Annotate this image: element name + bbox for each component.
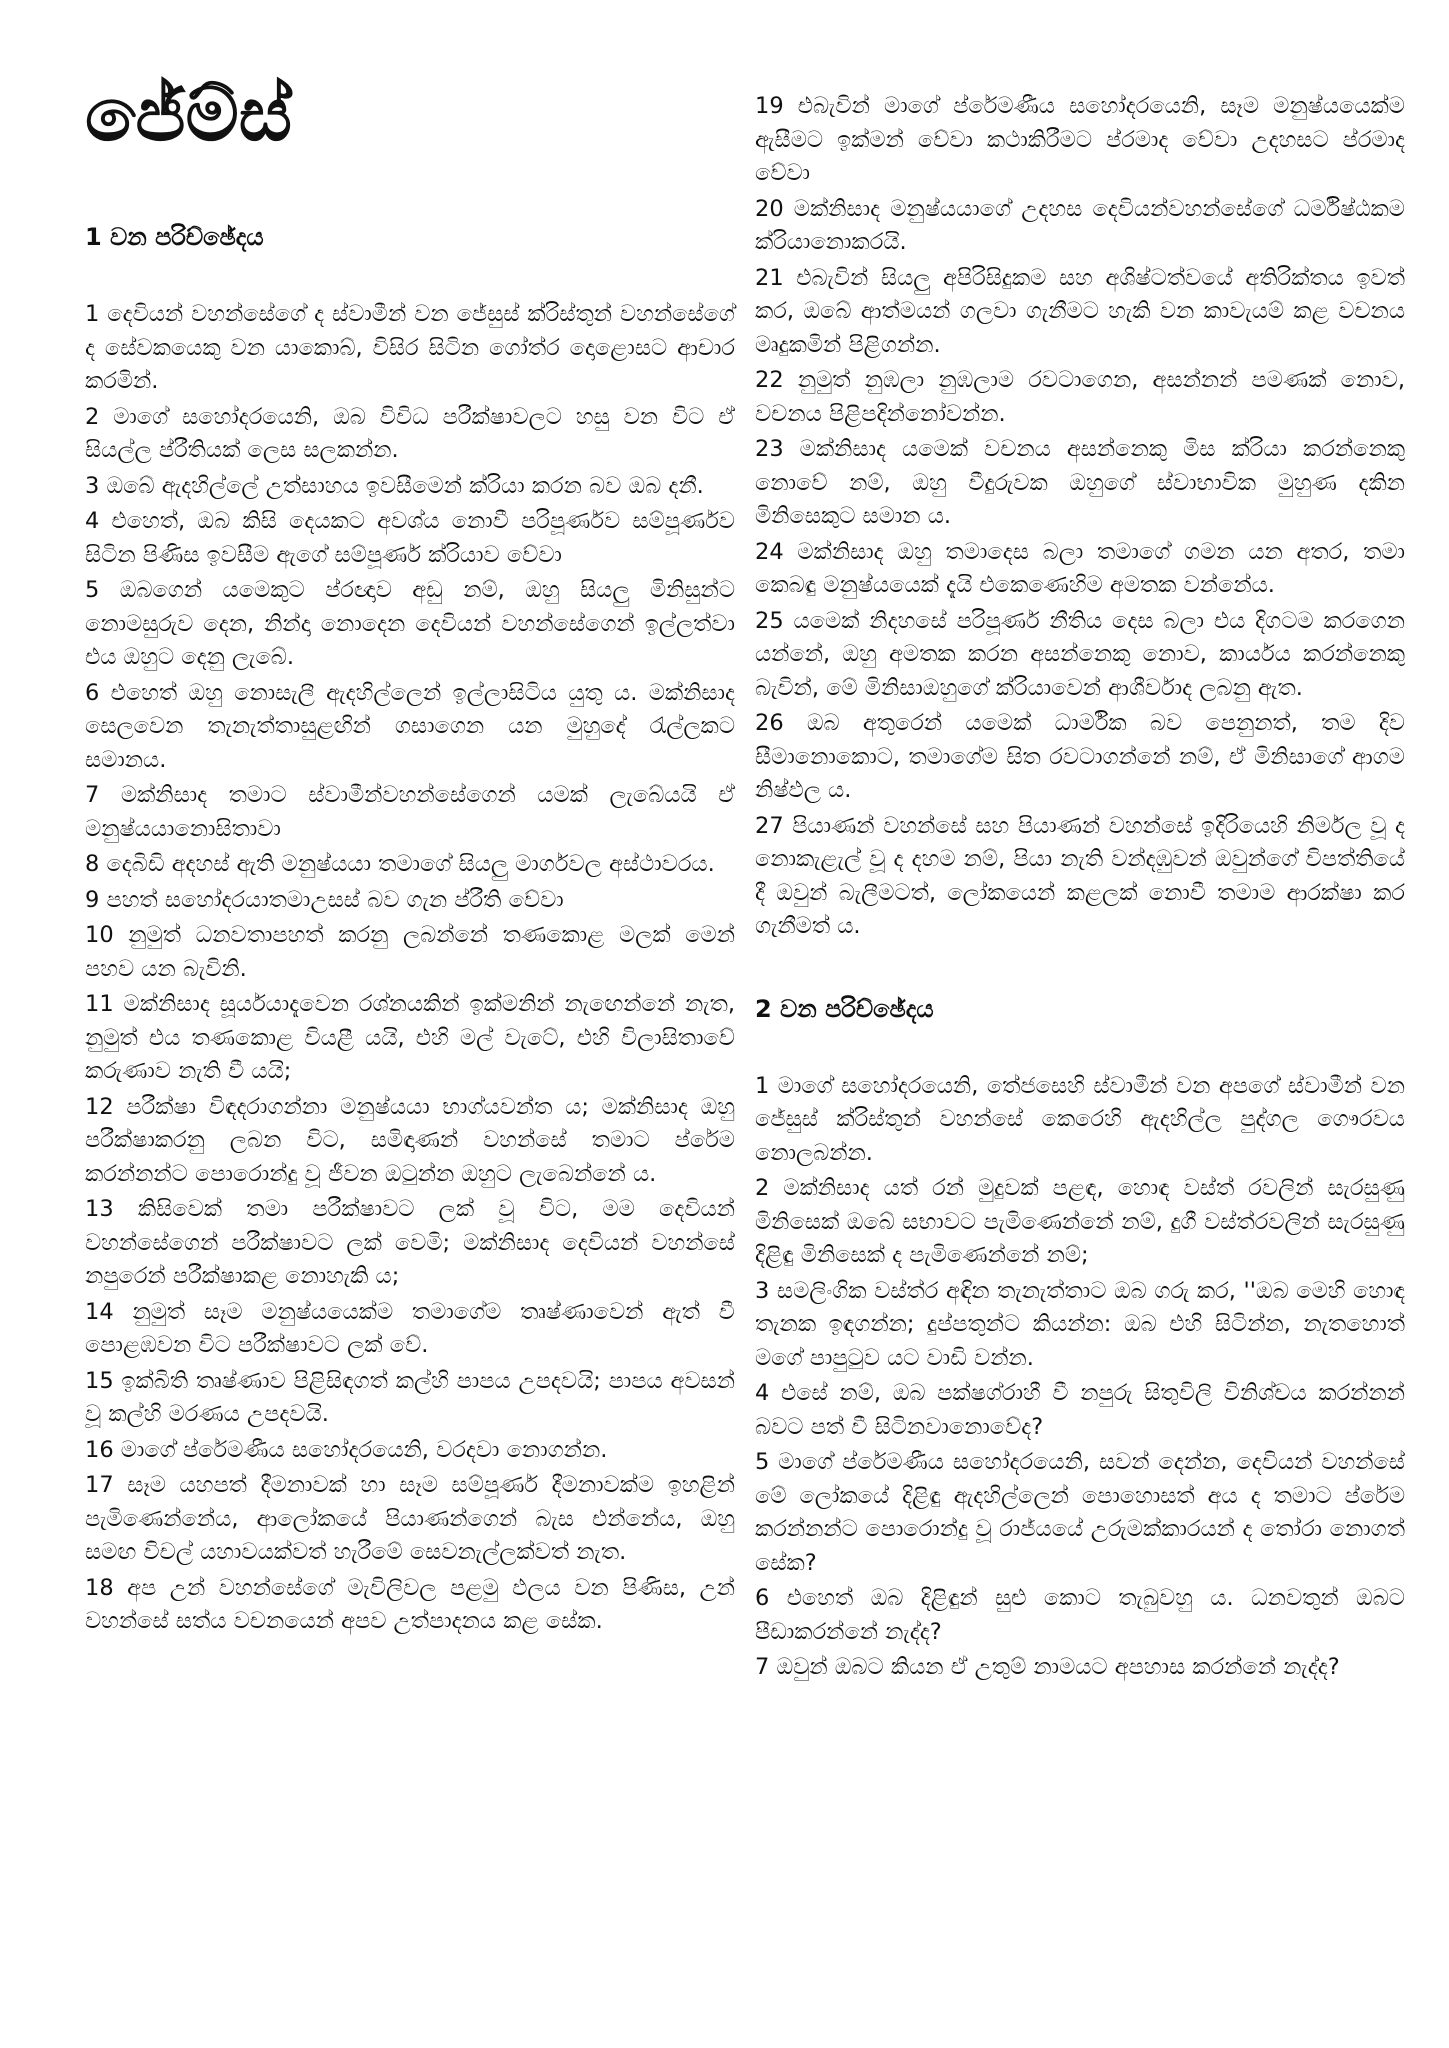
verse: 11 මක්නිසාද සූර්යයාදැවෙන රශ්නයකින් ඉක්මනින් නැඟෙන්නේ නැත, නුමුත් එය තණකොළ වියළී යයි, එහි මල් වැටේ, එහි විලාසිතාවේ කරුණාව නැති වී යයි; [85,991,735,1084]
verse: 18 අප උන් වහන්සේගේ මැවිලිවල පළමු ඵලය වන පිණිස, උන් වහන්සේ සත්ය වචනයෙන් අපව උත්පාදනය කළ සේක. [85,1574,735,1634]
verse: 15 ඉක්බිති තෘෂ්ණාව පිළිසිඳගත් කල්හි පාපය උපදවයි; පාපය අවසන් වූ කල්හි මරණය උපදවයි. [85,1367,735,1427]
chapter-heading: 2 වන පරිච්ඡේදය [755,994,934,1023]
verse: 12 පරීක්ෂා විඳදරාගන්නා මනුෂ්යයා භාග්යවන්ත ය; මක්නිසාද ඔහු පරීක්ෂාකරනු ලබන විට, සමිඳාණන් වහන්සේ තමාට ප්රේම කරන්නන්ට පොරොන්දු වූ ජීවන ඔටුන්න ඔහුට ලැබෙන්නේ ය. [85,1093,735,1187]
verse: 17 සෑම යහපත් දීමනාවක් හා සෑම සම්පූර්ණ දීමනාවක්ම ඉහළින් පැමිණෙන්නේය, ආලෝකයේ පියාණන්ගෙන් බැස එන්නේය, ඔහු සමඟ විචල් යහාවයක්වත් හැරීමේ සෙවනැල්ලක්වත් නැත. [85,1472,735,1565]
book-title: ජේම්ස් [85,72,292,158]
verse: 5 මාගේ ප්රේමණීය සහෝදරයෙනි, සවන් දෙන්න, දෙවියන් වහන්සේ මේ ලෝකයේ දිළිඳු ඇදහිල්ලෙන් පොහොසත් අය ද තමාට ප්රේම කරන්නන්ට පොරොන්දු වූ රාජ්යයේ උරුමක්කාරයන් ද තෝරා නොගත් සේක? [755,1449,1405,1576]
verse: 22 නුමුත් නුඹලා නුඹලාම රවටාගෙන, අසන්නන් පමණක් නොව, වචනය පිළිපදින්නෝවන්න. [755,367,1405,427]
verse: 6 එහෙත් ඔබ දිළිඳුන් සුළු කොට තැබුවහු ය. ධනවතුන් ඔබට පීඩාකරන්නේ නැද්ද? [755,1585,1405,1645]
verse: 3 සමලිංගික වස්ත්ර අඳින තැනැත්තාට ඔබ ගරු කර, ''ඔබ මෙහි හොඳ තැනක ඉඳගන්න; දුප්පතුන්ට කියන්න: ඔබ එහි සිටින්න, නැතහොත් මගේ පාපුටුව යට වාඩි වන්න. [755,1277,1405,1371]
verse: 21 එබැවින් සියලු අපිරිසිදුකම සහ අශිෂ්ටත්වයේ අතිරික්තය ඉවත් කර, ඔබේ ආත්මයන් ගලවා ගැනීමට හැකි වන කාවැයම් කළ වචනය මෘදුකමින් පිළිගන්න. [755,264,1405,358]
verse: 4 එසේ නම්, ඔබ පක්ෂග්රාහී වී නපුරු සිතුවිලි විනිශ්චය කරන්නන් බවට පත් වී සිටිනවානොවේද? [755,1380,1405,1440]
verse: 25 යමෙක් නිදහසේ පරිපූර්ණ නීතිය දෙස බලා එය දිගටම කරගෙන යන්නේ, ඔහු අමතක කරන අසන්නෙකු නොව, කාර්යය කරන්නෙකු බැවින්, මේ මිනිසාඔහුගේ ක්රියාවෙන් ආශීර්වාද ලබනු ඇත. [755,607,1405,701]
verse: 7 ඔවුන් ඔබට කියන ඒ උතුම් නාමයට අපහාස කරන්නේ නැද්ද? [755,1654,1340,1680]
verse: 1 දෙවියන් වහන්සේගේ ද ස්වාමීන් වන ජේසුස් ක්රිස්තුන් වහන්සේගේ ද සේවකයෙකු වන යාකොබ්, විසිර සිටින ගෝත්ර දොළොසට ආචාර කරමින්. [85,301,735,394]
verse: 5 ඔබගෙන් යමෙකුට ප්රඥාව අඩු නම්, ඔහු සියලු මිනිසුන්ට නොමසුරුව දෙන, නින්දා නොදෙන දෙවියන් වහන්සේගෙන් ඉල්ලත්වා එය ඔහුට දෙනු ලැබේ. [85,577,735,670]
verse: 3 ඔබේ ඇදහිල්ලේ උත්සාහය ඉවසීමෙන් ක්රියා කරන බව ඔබ දනී. [85,472,704,499]
verse: 8 දෙබිඩි අදහස් ඇති මනුෂ්යයා තමාගේ සියලු මාර්ගවල අස්ථාවරය. [85,851,715,877]
right-column [755,90,1405,1687]
verse: 9 පහත් සහෝදරයාතමාඋසස් බව ගැන ප්රීති වේවා [85,886,564,913]
verse: 16 මාගේ ප්රේමණීය සහෝදරයෙනි, වරදවා නොගන්න. [85,1436,608,1463]
verse: 26 ඔබ අතුරෙන් යමෙක් ධාර්මික බව පෙනුනත්, තම දිව සීමානොකොට, තමාගේම සිත රවටාගන්නේ නම්, ඒ මිනිසාගේ ආගම නිෂ්ඵල ය. [755,710,1405,803]
verse: 23 මක්නිසාද යමෙක් වචනය අසන්නෙකු මිස ක්රියා කරන්නෙකු නොවේ නම්, ඔහු වීදුරුවක ඔහුගේ ස්වාභාවික මුහුණ දකින මිනිසෙකුට සමාන ය. [755,436,1405,529]
verse: 24 මක්නිසාද ඔහු තමාදෙස බලා තමාගේ ගමන යන අතර, තමා කෙබඳු මනුෂ්යයෙක් දැයි එකෙණෙහිම අමතක වන්නේය. [755,538,1405,598]
verse: 13 කිසිවෙක් තමා පරීක්ෂාවට ලක් වූ විට, මම දෙවියන් වහන්සේගෙන් පරීක්ෂාවට ලක් වෙමි; මක්නිසාද දෙවියන් වහන්සේ නපුරෙන් පරීක්ෂාකළ නොහැකි ය; [85,1196,735,1289]
verse: 20 මක්නිසාද මනුෂ්යයාගේ උදහස දෙවියන්වහන්සේගේ ධර්මිෂ්ඨකම ක්රියානොකරයි. [755,195,1405,255]
verse: 4 එහෙත්, ඔබ කිසි දෙයකට අවශ්ය නොවී පරිපූර්ණව සම්පූර්ණව සිටින පිණිස ඉවසීම ඇගේ සම්පූර්ණ ක්රියාව වේවා [85,508,735,568]
verse: 2 මක්නිසාද යත් රන් මුදුවක් පළඳ, හොඳ වස්ත් රවලින් සැරසුණු මිනිසෙක් ඔබේ සභාවට පැමිණෙන්නේ නම්, දුගී වස්ත්රවලින් සැරසුණු දිළිඳු මිනිසෙක් ද පැමිණෙන්නේ නම්; [755,1175,1405,1268]
verse: 6 එහෙත් ඔහු නොසැලී ඇදහිල්ලෙන් ඉල්ලාසිටිය යුතු ය. මක්නිසාද සෙලවෙන තැනැත්තාසුළඟින් ගසාගෙන යන මුහුදේ රැල්ලකට සමානය. [85,679,735,773]
verse: 1 මාගේ සහෝදරයෙනි, තේජසෙහි ස්වාමීන් වන අපගේ ස්වාමීන් වන ජේසුස් ක්රිස්තුන් වහන්සේ කෙරෙහි ඇදහිල්ල පුද්ගල ගෞරවය නොලබන්න. [755,1072,1405,1166]
verse: 14 නුමුත් සෑම මනුෂ්යයෙක්ම තමාගේම තෘෂ්ණාවෙන් ඇත් වී පොළඹවන විට පරීක්ෂාවට ලක් වේ. [85,1298,735,1358]
verse: 27 පියාණන් වහන්සේ සහ පියාණන් වහන්සේ ඉදිරියෙහි නිර්මල වූ ද නොකැළැල් වූ ද දහම නම්, පියා නැති වන්දඹුවන් ඔවුන්ගේ විපත්තියේ දී ඔවුන් බැලීමටත්, ලෝකයෙන් කළලක් නොවී තමාම ආරක්ෂා කර ගැනීමත් ය. [755,812,1405,939]
left-column [85,0,735,1641]
verse: 7 මක්නිසාද තමාට ස්වාමීන්වහන්සේගෙන් යමක් ලැබේයයි ඒ මනුෂ්යයානොසිතාවා [85,782,735,842]
verse: 19 එබැවින් මාගේ ප්රේමණීය සහෝදරයෙනි, සෑම මනුෂ්යයෙක්ම ඇසීමට ඉක්මන් වේවා කථාකිරීමට ප්රමාද වේවා උදහසට ප්රමාද වේවා [755,93,1405,186]
verse: 10 නුමුත් ධනවතාපහත් කරනු ලබන්නේ තණකොළ මලක් මෙන් පහව යන බැවිනි. [85,922,735,982]
verse: 2 මාගේ සහෝදරයෙනි, ඔබ විවිධ පරීක්ෂාවලට හසු වන විට ඒ සියල්ල ප්රීතියක් ලෙස සලකන්න. [85,403,735,463]
chapter-heading: 1 වන පරිච්ඡේදය [85,223,264,251]
